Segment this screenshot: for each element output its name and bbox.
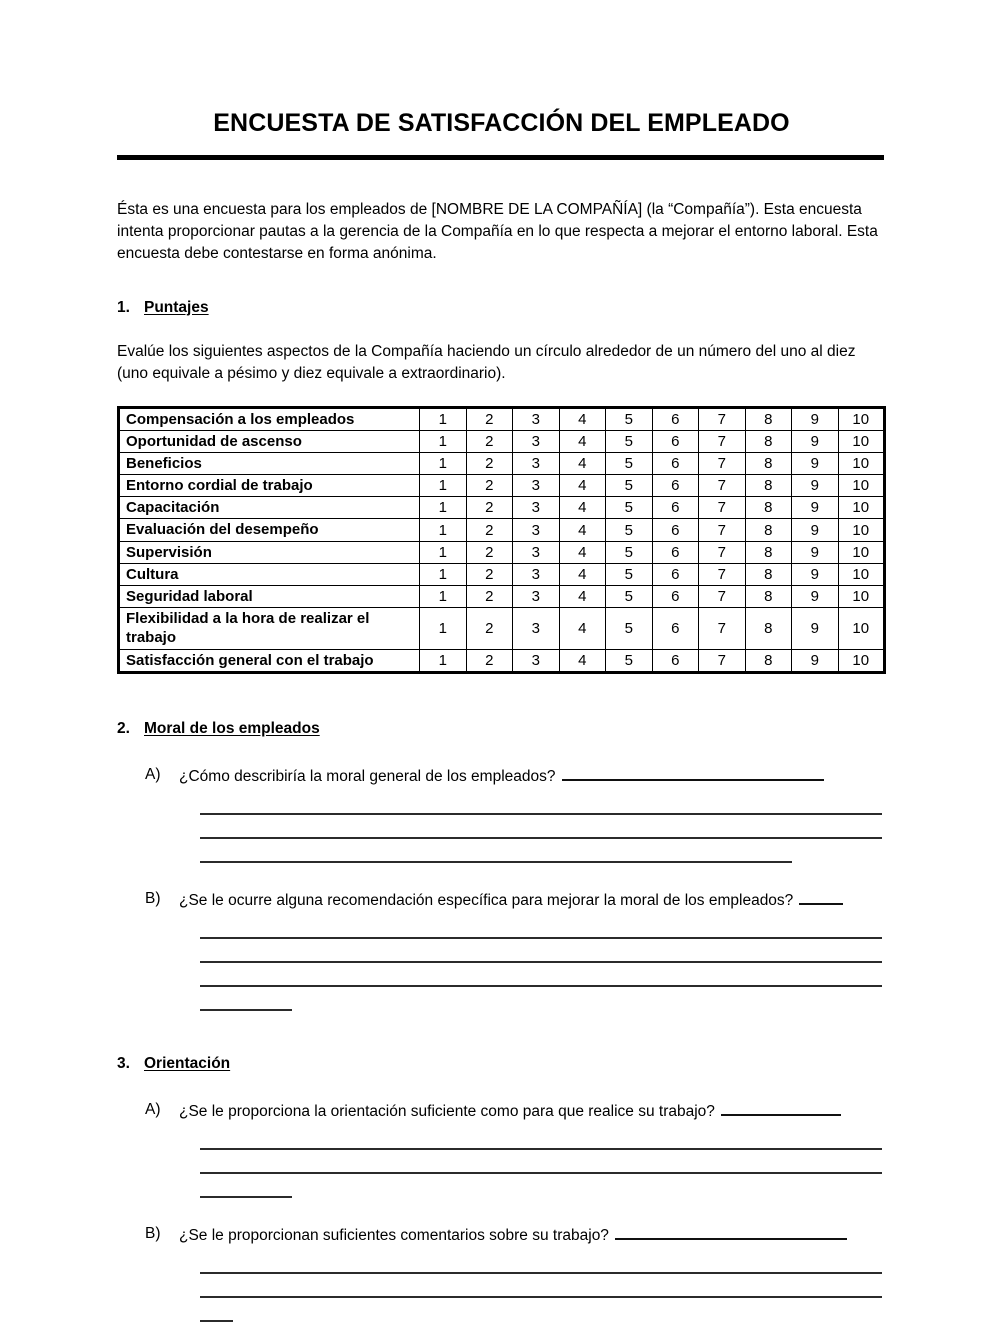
rating-option[interactable]: 1: [420, 497, 467, 519]
rating-row-label: Cultura: [119, 563, 420, 585]
rating-option[interactable]: 7: [699, 452, 746, 474]
rating-option[interactable]: 1: [420, 541, 467, 563]
rating-option[interactable]: 6: [652, 586, 699, 608]
rating-option[interactable]: 3: [513, 649, 560, 672]
rating-option[interactable]: 9: [792, 608, 839, 649]
rating-option[interactable]: 9: [792, 563, 839, 585]
rating-option[interactable]: 2: [466, 586, 513, 608]
section-1-instructions: Evalúe los siguientes aspectos de la Compañía haciendo un círculo alrededor de un número del uno al diez (uno equivale a pésimo y diez equivale a extraordinario).: [117, 342, 856, 382]
table-row: [119, 407, 885, 430]
section-1-heading: [117, 299, 886, 319]
rating-option[interactable]: 1: [420, 563, 467, 585]
rating-option[interactable]: 5: [606, 586, 653, 608]
rating-option[interactable]: 5: [606, 430, 653, 452]
rating-option[interactable]: 2: [466, 519, 513, 541]
rating-option[interactable]: 5: [606, 649, 653, 672]
rating-row-label: Oportunidad de ascenso: [119, 430, 420, 452]
answer-line[interactable]: [200, 1174, 292, 1198]
rating-option[interactable]: 3: [513, 407, 560, 430]
section-puntajes: [117, 299, 886, 674]
question-3b-letter: B): [145, 1225, 161, 1243]
table-row: [119, 519, 885, 541]
question-3a-letter: A): [145, 1101, 161, 1119]
rating-option[interactable]: 4: [559, 452, 606, 474]
rating-option[interactable]: 7: [699, 563, 746, 585]
answer-blank-2b[interactable]: [799, 889, 843, 905]
rating-option[interactable]: 1: [420, 452, 467, 474]
rating-option[interactable]: 2: [466, 497, 513, 519]
rating-option[interactable]: 10: [838, 563, 885, 585]
rating-option[interactable]: 10: [838, 452, 885, 474]
rating-row-label: Evaluación del desempeño: [119, 519, 420, 541]
rating-option[interactable]: 7: [699, 407, 746, 430]
rating-table: [117, 406, 886, 674]
rating-option[interactable]: 4: [559, 541, 606, 563]
rating-option[interactable]: 6: [652, 541, 699, 563]
answer-line[interactable]: [200, 839, 792, 863]
rating-option[interactable]: 10: [838, 608, 885, 649]
answer-line[interactable]: [200, 815, 882, 839]
rating-row-label: Beneficios: [119, 452, 420, 474]
rating-option[interactable]: 6: [652, 519, 699, 541]
rating-option[interactable]: 3: [513, 541, 560, 563]
answer-line[interactable]: [200, 1150, 882, 1174]
rating-option[interactable]: 7: [699, 519, 746, 541]
rating-option[interactable]: 5: [606, 497, 653, 519]
rating-option[interactable]: 7: [699, 541, 746, 563]
answer-blank-2a[interactable]: [562, 765, 824, 781]
rating-option[interactable]: 1: [420, 586, 467, 608]
rating-option[interactable]: 2: [466, 608, 513, 649]
table-row: [119, 430, 885, 452]
rating-option[interactable]: 9: [792, 586, 839, 608]
rating-row-label: Capacitación: [119, 497, 420, 519]
rating-option[interactable]: 4: [559, 608, 606, 649]
rating-option[interactable]: 9: [792, 475, 839, 497]
rating-option[interactable]: 1: [420, 407, 467, 430]
section-2-heading: [117, 720, 886, 740]
answer-line[interactable]: [200, 1274, 882, 1298]
section-moral: [117, 720, 886, 1011]
table-row: [119, 541, 885, 563]
rating-option[interactable]: 7: [699, 608, 746, 649]
table-row: [119, 497, 885, 519]
rating-row-label: Supervisión: [119, 541, 420, 563]
rating-option[interactable]: 10: [838, 430, 885, 452]
rating-row-label: Compensación a los empleados: [119, 407, 420, 430]
rating-option[interactable]: 5: [606, 475, 653, 497]
section-3-number: 3.: [117, 1055, 130, 1073]
page-title: ENCUESTA DE SATISFACCIÓN DEL EMPLEADO: [213, 109, 790, 137]
rating-option[interactable]: 6: [652, 430, 699, 452]
rating-option[interactable]: 4: [559, 497, 606, 519]
rating-row-label: Seguridad laboral: [119, 586, 420, 608]
rating-option[interactable]: 1: [420, 608, 467, 649]
rating-option[interactable]: 6: [652, 407, 699, 430]
rating-option[interactable]: 2: [466, 430, 513, 452]
rating-option[interactable]: 4: [559, 430, 606, 452]
rating-option[interactable]: 4: [559, 563, 606, 585]
section-3-title: Orientación: [144, 1055, 231, 1073]
rating-option[interactable]: 6: [652, 608, 699, 649]
answer-blank-3b[interactable]: [615, 1224, 847, 1240]
question-2b-letter: B): [145, 889, 161, 907]
table-row: [119, 563, 885, 585]
rating-option[interactable]: 6: [652, 475, 699, 497]
answer-lines-3a: [200, 1126, 886, 1198]
rating-option[interactable]: 7: [699, 649, 746, 672]
rating-option[interactable]: 5: [606, 452, 653, 474]
rating-option[interactable]: 4: [559, 407, 606, 430]
question-2a-letter: A): [145, 765, 161, 783]
rating-option[interactable]: 4: [559, 649, 606, 672]
rating-option[interactable]: 9: [792, 497, 839, 519]
rating-option[interactable]: 6: [652, 497, 699, 519]
rating-option[interactable]: 5: [606, 541, 653, 563]
rating-option[interactable]: 4: [559, 475, 606, 497]
rating-option[interactable]: 2: [466, 452, 513, 474]
rating-option[interactable]: 1: [420, 430, 467, 452]
rating-option[interactable]: 1: [420, 519, 467, 541]
rating-option[interactable]: 2: [466, 475, 513, 497]
question-2a-row: [145, 765, 886, 787]
answer-line[interactable]: [200, 963, 882, 987]
section-1-title: Puntajes: [144, 298, 209, 316]
answer-line[interactable]: [200, 791, 882, 815]
section-1-number: 1.: [117, 298, 130, 316]
rating-option[interactable]: 8: [745, 649, 792, 672]
rating-option[interactable]: 9: [792, 430, 839, 452]
rating-option[interactable]: 10: [838, 497, 885, 519]
table-row: [119, 649, 885, 672]
rating-option[interactable]: 3: [513, 430, 560, 452]
rating-option[interactable]: 2: [466, 649, 513, 672]
rating-option[interactable]: 10: [838, 519, 885, 541]
question-2b-row: [145, 889, 886, 911]
rating-table-container: [117, 406, 886, 674]
question-3b: [117, 1224, 886, 1322]
rating-option[interactable]: 3: [513, 475, 560, 497]
rating-option[interactable]: 2: [466, 407, 513, 430]
answer-line[interactable]: [200, 939, 882, 963]
rating-option[interactable]: 9: [792, 649, 839, 672]
section-2-number: 2.: [117, 719, 130, 737]
question-3b-row: [145, 1224, 886, 1246]
rating-option[interactable]: 1: [420, 649, 467, 672]
table-row: [119, 452, 885, 474]
rating-option[interactable]: 8: [745, 563, 792, 585]
section-orientacion: [117, 1055, 886, 1322]
rating-option[interactable]: 6: [652, 649, 699, 672]
answer-line[interactable]: [200, 1250, 882, 1274]
rating-row-label: Satisfacción general con el trabajo: [119, 649, 420, 672]
rating-row-label: Flexibilidad a la hora de realizar el trabajo: [119, 608, 420, 649]
rating-option[interactable]: 10: [838, 586, 885, 608]
answer-lines-3b: [200, 1250, 886, 1322]
section-2-title: Moral de los empleados: [144, 719, 320, 737]
rating-option[interactable]: 2: [466, 541, 513, 563]
rating-table-body: [119, 407, 885, 672]
rating-option[interactable]: 7: [699, 430, 746, 452]
question-3a-row: [145, 1100, 886, 1122]
rating-option[interactable]: 8: [745, 430, 792, 452]
table-row: [119, 475, 885, 497]
rating-option[interactable]: 8: [745, 407, 792, 430]
rating-option[interactable]: 8: [745, 475, 792, 497]
rating-option[interactable]: 7: [699, 586, 746, 608]
answer-lines-2b: [200, 915, 886, 1011]
rating-option[interactable]: 3: [513, 497, 560, 519]
table-row: [119, 608, 885, 649]
rating-option[interactable]: 2: [466, 563, 513, 585]
page-content: [117, 0, 886, 1322]
rating-option[interactable]: 6: [652, 452, 699, 474]
rating-option[interactable]: 8: [745, 497, 792, 519]
rating-option[interactable]: 1: [420, 475, 467, 497]
question-3b-text: ¿Se le proporcionan suficientes comentarios sobre su trabajo?: [179, 1227, 609, 1245]
rating-option[interactable]: 10: [838, 541, 885, 563]
rating-option[interactable]: 10: [838, 475, 885, 497]
rating-option[interactable]: 3: [513, 452, 560, 474]
answer-blank-3a[interactable]: [721, 1100, 841, 1116]
rating-row-label: Entorno cordial de trabajo: [119, 475, 420, 497]
rating-option[interactable]: 7: [699, 497, 746, 519]
answer-line[interactable]: [200, 1126, 882, 1150]
question-2a: [117, 765, 886, 863]
section-3-heading: [117, 1055, 886, 1075]
rating-option[interactable]: 7: [699, 475, 746, 497]
table-row: [119, 586, 885, 608]
intro-paragraph: Ésta es una encuesta para los empleados de [NOMBRE DE LA COMPAÑÍA] (la “Compañía”). Esta encuesta intenta proporcionar pautas a la gerencia de la Compañía en lo que respecta a mejorar el entorno laboral. Esta encuesta debe contestarse en forma anónima.: [117, 200, 878, 262]
rating-option[interactable]: 8: [745, 586, 792, 608]
question-3a: [117, 1100, 886, 1198]
question-2b-text: ¿Se le ocurre alguna recomendación específica para mejorar la moral de los empleados?: [179, 891, 794, 909]
rating-option[interactable]: 9: [792, 519, 839, 541]
question-2a-text: ¿Cómo describiría la moral general de los empleados?: [179, 767, 556, 785]
rating-option[interactable]: 8: [745, 608, 792, 649]
question-3a-text: ¿Se le proporciona la orientación suficiente como para que realice su trabajo?: [179, 1103, 715, 1121]
title-divider: [117, 155, 884, 160]
rating-option[interactable]: 5: [606, 519, 653, 541]
rating-option[interactable]: 9: [792, 452, 839, 474]
rating-option[interactable]: 8: [745, 541, 792, 563]
rating-option[interactable]: 10: [838, 649, 885, 672]
rating-option[interactable]: 6: [652, 563, 699, 585]
rating-option[interactable]: 3: [513, 519, 560, 541]
rating-option[interactable]: 8: [745, 452, 792, 474]
rating-option[interactable]: 3: [513, 563, 560, 585]
rating-option[interactable]: 3: [513, 586, 560, 608]
rating-option[interactable]: 5: [606, 608, 653, 649]
rating-option[interactable]: 4: [559, 586, 606, 608]
rating-option[interactable]: 8: [745, 519, 792, 541]
rating-option[interactable]: 4: [559, 519, 606, 541]
rating-option[interactable]: 5: [606, 407, 653, 430]
answer-lines-2a: [200, 791, 886, 863]
rating-option[interactable]: 9: [792, 407, 839, 430]
rating-option[interactable]: 9: [792, 541, 839, 563]
question-2b: [117, 889, 886, 1011]
answer-line[interactable]: [200, 915, 882, 939]
rating-option[interactable]: 5: [606, 563, 653, 585]
rating-option[interactable]: 10: [838, 407, 885, 430]
answer-line[interactable]: [200, 987, 292, 1011]
answer-line[interactable]: [200, 1298, 233, 1322]
rating-option[interactable]: 3: [513, 608, 560, 649]
